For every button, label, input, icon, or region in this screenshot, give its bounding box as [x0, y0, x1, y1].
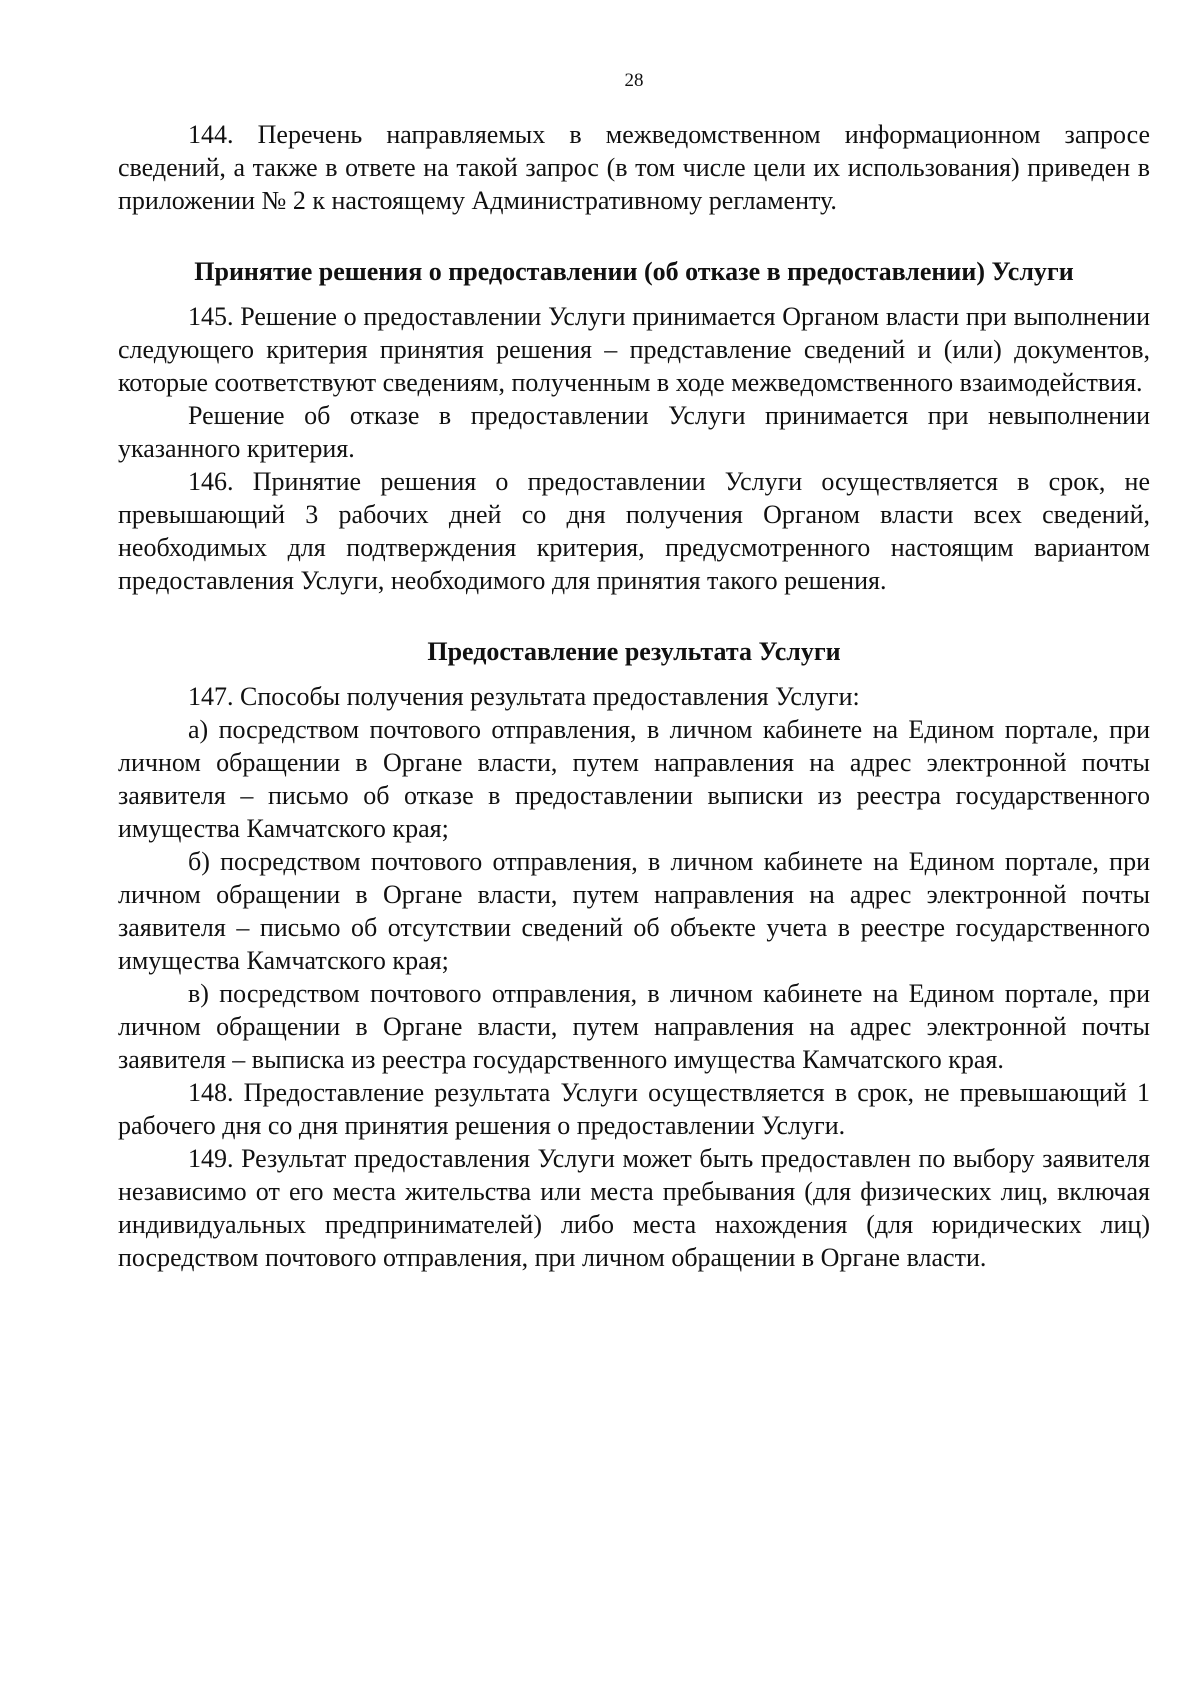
paragraph-144: 144. Перечень направляемых в межведомственном информационном запросе сведений, а также в ответе на такой запрос (в том числе цели их использования) приведен в приложении № 2 к настоящему Административному регламенту. [118, 120, 1150, 215]
paragraph-147-a: а) посредством почтового отправления, в личном кабинете на Едином портале, при личном обращении в Органе власти, путем направления на адрес электронной почты заявителя – письмо об отказе в предоставлении выписки из реестра государственного имущества Камчатского края; [118, 715, 1150, 843]
paragraph-147-b: б) посредством почтового отправления, в личном кабинете на Едином портале, при личном обращении в Органе власти, путем направления на адрес электронной почты заявителя – письмо об отсутствии сведений об объекте учета в реестре государственного имущества Камчатского края; [118, 847, 1150, 975]
paragraph-147: 147. Способы получения результата предоставления Услуги: [188, 682, 860, 711]
paragraph-145: 145. Решение о предоставлении Услуги принимается Органом власти при выполнении следующего критерия принятия решения – представление сведений и (или) документов, которые соответствуют сведениям, полученным в ходе межведомственного взаимодействия. [118, 302, 1150, 397]
section-heading-result: Предоставление результата Услуги [427, 637, 841, 666]
paragraph-148: 148. Предоставление результата Услуги осуществляется в срок, не превышающий 1 рабочего дня со дня принятия решения о предоставлении Услуги. [118, 1078, 1150, 1140]
paragraph-146: 146. Принятие решения о предоставлении Услуги осуществляется в срок, не превышающий 3 рабочих дней со дня получения Органом власти всех сведений, необходимых для подтверждения критерия, предусмотренного настоящим вариантом предоставления Услуги, необходимого для принятия такого решения. [118, 467, 1150, 595]
paragraph-147-c: в) посредством почтового отправления, в личном кабинете на Едином портале, при личном обращении в Органе власти, путем направления на адрес электронной почты заявителя – выписка из реестра государственного имущества Камчатского края. [118, 979, 1150, 1074]
paragraph-149: 149. Результат предоставления Услуги может быть предоставлен по выбору заявителя независимо от его места жительства или места пребывания (для физических лиц, включая индивидуальных предпринимателей) либо места нахождения (для юридических лиц) посредством почтового отправления, при личном обращении в Органе власти. [118, 1144, 1150, 1272]
document-body [118, 118, 1150, 1274]
paragraph-145-refusal: Решение об отказе в предоставлении Услуги принимается при невыполнении указанного критерия. [118, 401, 1150, 463]
page-number: 28 [624, 70, 644, 91]
section-heading-decision: Принятие решения о предоставлении (об отказе в предоставлении) Услуги [194, 257, 1074, 286]
